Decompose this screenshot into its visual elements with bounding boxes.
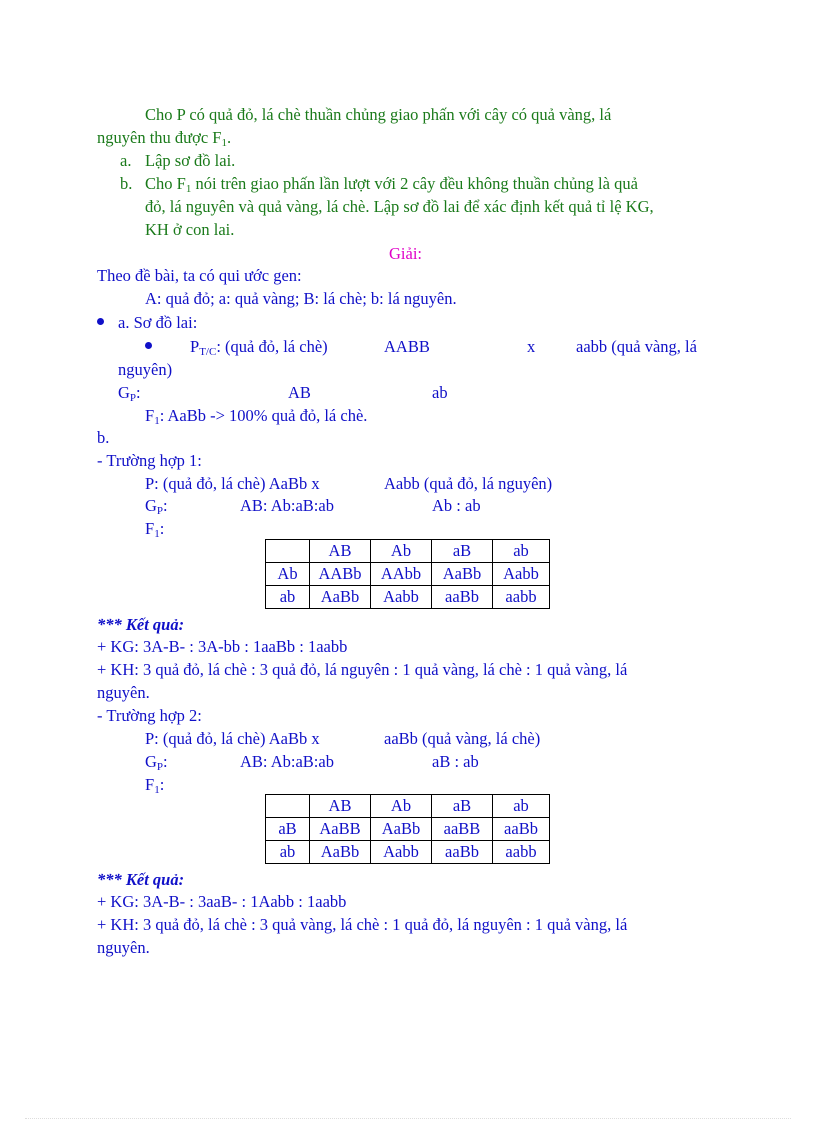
case2-p-right: aaBb (quả vàng, lá chè): [384, 729, 541, 748]
case2-p-left: P: (quả đỏ, lá chè) AaBb x: [145, 729, 320, 748]
table-cell: aabb: [493, 586, 550, 609]
table-cell: AB: [310, 795, 371, 818]
part-a-cross: x: [527, 337, 536, 356]
part-a-gamete-2: ab: [432, 383, 448, 402]
problem-item-a: Lập sơ đồ lai.: [145, 151, 236, 170]
problem-item-a-label: a.: [120, 151, 132, 170]
bullet-icon: [97, 318, 104, 325]
table-cell: AaBb: [310, 841, 371, 864]
convention-label: Theo đề bài, ta có qui ước gen:: [97, 266, 302, 285]
table-cell: aB: [266, 818, 310, 841]
case2-f1-label: $F_1$:: [145, 775, 165, 796]
case2-gamete-2: aB : ab: [432, 752, 479, 771]
case1-p-left: P: (quả đỏ, lá chè) AaBb x: [145, 474, 320, 493]
table-cell: ab: [493, 795, 550, 818]
case1-result-title: *** Kết quả:: [97, 615, 185, 634]
table-cell: Ab: [371, 540, 432, 563]
part-a-g-label: $G_P$:: [118, 383, 141, 404]
table-cell: Aabb: [493, 563, 550, 586]
case2-gamete-1: AB: Ab:aB:ab: [240, 752, 334, 771]
case2-kg: + KG: 3A-B- : 3aaB- : 1Aabb : 1aabb: [97, 892, 347, 911]
solution-heading: Giải:: [389, 244, 422, 263]
table-cell: ab: [493, 540, 550, 563]
part-a-label: a. Sơ đồ lai:: [97, 313, 197, 333]
table-cell: AaBB: [310, 818, 371, 841]
part-a-p-wrap: nguyên): [118, 360, 173, 379]
table-cell: AaBb: [371, 818, 432, 841]
table-cell: AB: [310, 540, 371, 563]
case2-g-label: $G_P$:: [145, 752, 168, 773]
problem-item-b-line-3: KH ở con lai.: [145, 220, 235, 239]
table-cell: AaBb: [432, 563, 493, 586]
table-cell: AAbb: [371, 563, 432, 586]
part-a-f1: $F_1$: AaBb -> 100% quả đỏ, lá chè.: [145, 406, 368, 427]
part-a-p-genotype-2: aabb (quả vàng, lá: [576, 337, 697, 356]
table-row: [266, 818, 550, 841]
table-cell: Ab: [266, 563, 310, 586]
problem-item-b-label: b.: [120, 174, 133, 193]
problem-line-2: nguyên thu được $F_1$.: [97, 128, 232, 149]
case2-title: - Trường hợp 2:: [97, 706, 202, 725]
table-cell: ab: [266, 841, 310, 864]
convention-text: A: quả đỏ; a: quả vàng; B: lá chè; b: lá nguyên.: [145, 289, 457, 308]
problem-item-b-line-2: đỏ, lá nguyên và quả vàng, lá chè. Lập sơ đồ lai để xác định kết quả tỉ lệ KG,: [145, 197, 654, 216]
case2-kh-wrap: nguyên.: [97, 938, 150, 957]
case1-g-label: $G_P$:: [145, 496, 168, 517]
part-a-bullet: [145, 337, 152, 357]
table-cell: aaBb: [493, 818, 550, 841]
case1-kh-wrap: nguyên.: [97, 683, 150, 702]
table-header-row: [266, 540, 550, 563]
case1-gamete-2: Ab : ab: [432, 496, 481, 515]
problem-item-b-line-1: Cho $F_1$ nói trên giao phấn lần lượt với 2 cây đều không thuần chủng là quả: [145, 174, 638, 195]
table-cell: [266, 795, 310, 818]
part-a-p-line: $P_{T/C}$: (quả đỏ, lá chè): [190, 337, 328, 358]
table-cell: aabb: [493, 841, 550, 864]
case1-kh: + KH: 3 quả đỏ, lá chè : 3 quả đỏ, lá nguyên : 1 quả vàng, lá chè : 1 quả vàng, lá: [97, 660, 628, 679]
table-row: [266, 586, 550, 609]
page-divider: [25, 1118, 791, 1119]
case1-f1-label: $F_1$:: [145, 519, 165, 540]
table-cell: [266, 540, 310, 563]
bullet-icon: [145, 342, 152, 349]
table-cell: aaBb: [432, 841, 493, 864]
table-cell: Aabb: [371, 841, 432, 864]
case1-punnett-table: [265, 539, 550, 609]
table-cell: Ab: [371, 795, 432, 818]
case1-title: - Trường hợp 1:: [97, 451, 202, 470]
table-cell: aaBb: [432, 586, 493, 609]
case2-result-title: *** Kết quả:: [97, 870, 185, 889]
table-row: [266, 563, 550, 586]
table-cell: ab: [266, 586, 310, 609]
table-cell: Aabb: [371, 586, 432, 609]
part-b-label: b.: [97, 428, 110, 447]
table-row: [266, 841, 550, 864]
problem-line-1: Cho P có quả đỏ, lá chè thuần chủng giao phấn với cây có quả vàng, lá: [145, 105, 612, 124]
table-cell: aB: [432, 795, 493, 818]
case2-kh: + KH: 3 quả đỏ, lá chè : 3 quả vàng, lá chè : 1 quả đỏ, lá nguyên : 1 quả vàng, lá: [97, 915, 628, 934]
table-header-row: [266, 795, 550, 818]
part-a-p-genotype-1: AABB: [384, 337, 430, 356]
case2-punnett-table: [265, 794, 550, 864]
part-a-gamete-1: AB: [288, 383, 311, 402]
case1-p-right: Aabb (quả đỏ, lá nguyên): [384, 474, 553, 493]
table-cell: AaBb: [310, 586, 371, 609]
table-cell: aB: [432, 540, 493, 563]
case1-gamete-1: AB: Ab:aB:ab: [240, 496, 334, 515]
table-cell: AABb: [310, 563, 371, 586]
case1-kg: + KG: 3A-B- : 3A-bb : 1aaBb : 1aabb: [97, 637, 348, 656]
table-cell: aaBB: [432, 818, 493, 841]
